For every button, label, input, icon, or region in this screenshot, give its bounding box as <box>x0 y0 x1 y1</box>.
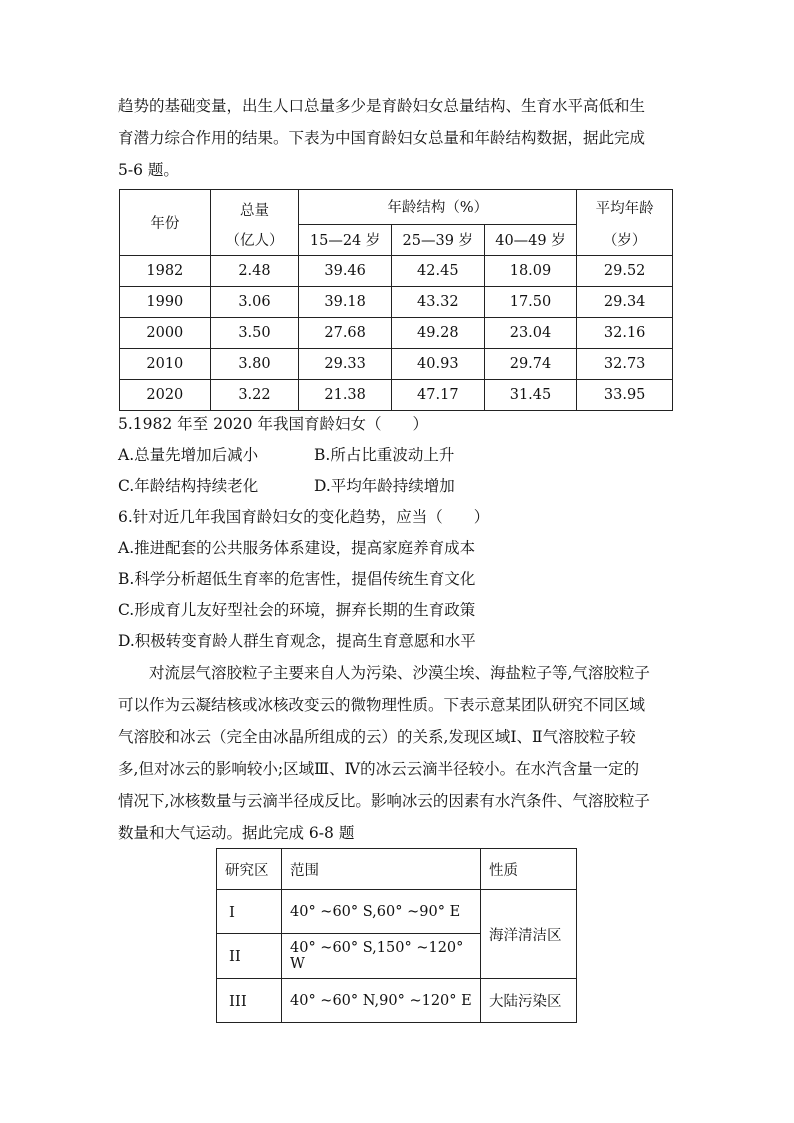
cell-avg: 33.95 <box>577 379 673 410</box>
cell-region-id: I <box>217 890 282 934</box>
header-age-15-24: 15—24 岁 <box>299 224 392 255</box>
women-age-structure-table <box>119 189 673 411</box>
cell-avg: 32.73 <box>577 348 673 379</box>
cell-year: 2020 <box>120 379 211 410</box>
cell-avg: 29.52 <box>577 255 673 286</box>
passage-line: 气溶胶和冰云（完全由冰晶所组成的云）的关系,发现区域Ⅰ、Ⅱ气溶胶粒子较 <box>118 728 636 746</box>
cell-total: 2.48 <box>210 255 299 286</box>
cell-region-id: II <box>217 934 282 979</box>
header-age-40-49: 40—49 岁 <box>484 224 577 255</box>
cell-range: 40° ~60° S,150° ~120° W <box>282 934 481 979</box>
cell-age3: 29.74 <box>484 348 577 379</box>
table-row <box>217 890 577 934</box>
cell-age1: 27.68 <box>299 317 392 348</box>
cell-age3: 17.50 <box>484 286 577 317</box>
option-a: A.推进配套的公共服务体系建设，提高家庭养育成本 <box>118 539 476 557</box>
option-d: D.平均年龄持续增加 <box>314 477 455 495</box>
table-row <box>120 255 673 286</box>
cell-age2: 40.93 <box>391 348 484 379</box>
passage-line: 对流层气溶胶粒子主要来自人为污染、沙漠尘埃、海盐粒子等,气溶胶粒子 <box>149 664 650 682</box>
cell-age1: 21.38 <box>299 379 392 410</box>
cell-age3: 31.45 <box>484 379 577 410</box>
table-row <box>120 317 673 348</box>
cell-year: 2010 <box>120 348 211 379</box>
cell-total: 3.50 <box>210 317 299 348</box>
cell-region-id: III <box>217 979 282 1023</box>
option-c: C.形成育儿友好型社会的环境，摒弃长期的生育政策 <box>118 601 476 619</box>
header-total-unit: （亿人） <box>210 224 299 255</box>
cell-total: 3.06 <box>210 286 299 317</box>
header-region: 研究区 <box>217 849 282 890</box>
research-region-table <box>216 848 577 1023</box>
header-avg-unit: （岁） <box>577 224 673 255</box>
intro-line: 5-6 题。 <box>118 161 179 179</box>
cell-age2: 49.28 <box>391 317 484 348</box>
cell-age2: 42.45 <box>391 255 484 286</box>
option-d: D.积极转变育龄人群生育观念，提高生育意愿和水平 <box>118 632 476 650</box>
header-age-structure: 年龄结构（%） <box>299 190 577 225</box>
header-nature: 性质 <box>481 849 577 890</box>
intro-line: 趋势的基础变量，出生人口总量多少是育龄妇女总量结构、生育水平高低和生 <box>118 97 646 115</box>
header-age-25-39: 25—39 岁 <box>391 224 484 255</box>
cell-age2: 47.17 <box>391 379 484 410</box>
passage-line: 情况下,冰核数量与云滴半径成反比。影响冰云的因素有水汽条件、气溶胶粒子 <box>118 792 650 810</box>
cell-age2: 43.32 <box>391 286 484 317</box>
cell-age3: 23.04 <box>484 317 577 348</box>
cell-nature: 大陆污染区 <box>481 979 577 1023</box>
cell-year: 1990 <box>120 286 211 317</box>
cell-age3: 18.09 <box>484 255 577 286</box>
passage-line: 多,但对冰云的影响较小;区域Ⅲ、Ⅳ的冰云云滴半径较小。在水汽含量一定的 <box>118 760 640 778</box>
option-c: C.年龄结构持续老化 <box>118 477 259 495</box>
option-b: B.科学分析超低生育率的危害性，提倡传统生育文化 <box>118 570 476 588</box>
table-row <box>217 979 577 1023</box>
option-a: A.总量先增加后减小 <box>118 446 259 464</box>
cell-avg: 32.16 <box>577 317 673 348</box>
cell-range: 40° ~60° S,60° ~90° E <box>282 890 481 934</box>
table-row <box>120 286 673 317</box>
passage-line: 可以作为云凝结核或冰核改变云的微物理性质。下表示意某团队研究不同区域 <box>118 696 646 714</box>
question-stem: 6.针对近几年我国育龄妇女的变化趋势，应当（ ） <box>118 508 490 526</box>
table-row <box>120 379 673 410</box>
cell-age1: 39.46 <box>299 255 392 286</box>
cell-nature: 海洋清洁区 <box>481 890 577 979</box>
intro-line: 育潜力综合作用的结果。下表为中国育龄妇女总量和年龄结构数据，据此完成 <box>118 129 646 147</box>
table-row <box>120 348 673 379</box>
header-range: 范围 <box>282 849 481 890</box>
header-year: 年份 <box>120 190 211 256</box>
cell-age1: 29.33 <box>299 348 392 379</box>
question-stem: 5.1982 年至 2020 年我国育龄妇女（ ） <box>118 415 428 433</box>
cell-total: 3.22 <box>210 379 299 410</box>
cell-total: 3.80 <box>210 348 299 379</box>
cell-age1: 39.18 <box>299 286 392 317</box>
cell-year: 2000 <box>120 317 211 348</box>
cell-year: 1982 <box>120 255 211 286</box>
header-total: 总量 <box>210 190 299 225</box>
passage-line: 数量和大气运动。据此完成 6-8 题 <box>118 824 355 842</box>
option-b: B.所占比重波动上升 <box>314 446 455 464</box>
cell-avg: 29.34 <box>577 286 673 317</box>
header-avg-age: 平均年龄 <box>577 190 673 225</box>
cell-range: 40° ~60° N,90° ~120° E <box>282 979 481 1023</box>
